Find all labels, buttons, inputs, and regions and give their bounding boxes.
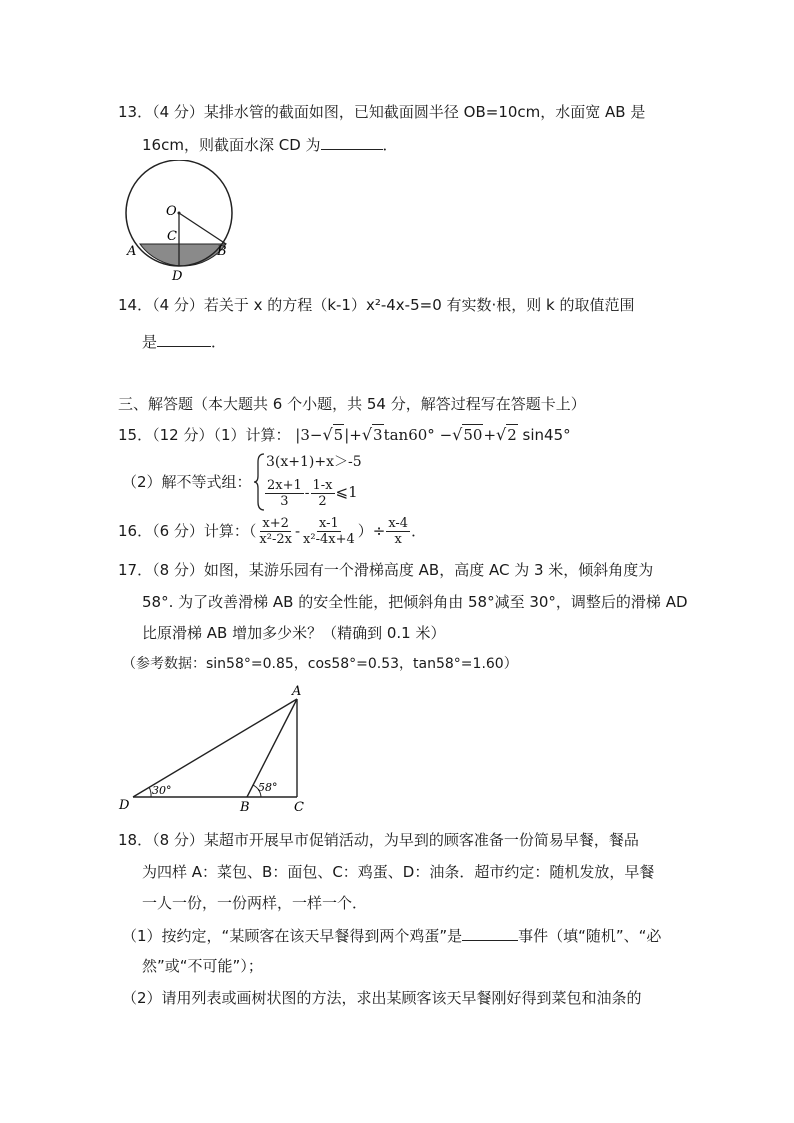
q16-frac3 — [386, 516, 410, 547]
q14-line2-end: ． — [211, 333, 227, 351]
q16-close: ）÷ — [357, 522, 386, 540]
q18-line3: 一人一份，一份两样，一样一个． — [142, 894, 368, 912]
frac2-denominator: 2 — [318, 493, 327, 509]
q15-part1 — [118, 424, 571, 445]
q17-slide-figure — [115, 682, 315, 812]
q15-ineq2-end: ⩽1 — [335, 483, 358, 501]
label-d: D — [119, 798, 130, 812]
q16-end: ． — [411, 522, 427, 540]
q18-sub2: （2）请用列表或画树状图的方法，求出某顾客该天早餐刚好得到菜包和油条的 — [122, 989, 642, 1007]
q15-abs-open: |3− — [295, 426, 323, 444]
q15-sqrt5: 5 — [333, 426, 344, 444]
q13-line1: 13．（4 分）某排水管的截面如图，已知截面圆半径 OB=10cm，水面宽 AB 是 — [118, 103, 646, 121]
q15-sqrt3: 3 — [373, 426, 383, 444]
q18-answer-blank[interactable] — [462, 925, 518, 941]
frac1-denominator: 3 — [280, 493, 289, 509]
q16-minus: - — [294, 522, 301, 540]
label-c: C — [294, 800, 304, 812]
q15-ineq2 — [264, 475, 358, 510]
q17-line3: 比原滑梯 AB 增加多少米？（精确到 0.1 米） — [142, 624, 446, 642]
q15-minus: - — [304, 485, 310, 501]
label-a: A — [127, 244, 137, 259]
q16-frac2-numerator: x-1 — [318, 516, 339, 531]
q17-reference-data: （参考数据：sin58°=0.85，cos58°=0.53，tan58°=1.60） — [122, 656, 518, 672]
q17-line1: 17．（8 分）如图，某游乐园有一个滑梯高度 AB，高度 AC 为 3 米，倾斜角度为 — [118, 561, 654, 579]
sqrt-icon: √ — [322, 425, 333, 444]
q15-frac2 — [311, 478, 335, 509]
q15-part2-label: （2）解不等式组： — [122, 473, 252, 491]
label-o: O — [166, 204, 177, 219]
frac1-numerator: 2x+1 — [267, 477, 302, 493]
q15-abs-close: |+ — [344, 426, 362, 444]
q16-prefix: 16．（6 分）计算：（ — [118, 522, 257, 540]
angle-30-arc — [149, 787, 151, 797]
label-d: D — [172, 269, 183, 284]
q14-line2 — [142, 331, 226, 352]
q18-line1: 18．（8 分）某超市开展早市促销活动，为早到的顾客准备一份简易早餐，餐品 — [118, 831, 639, 849]
radius-ob — [179, 213, 226, 244]
center-point — [178, 212, 181, 215]
label-a: A — [292, 684, 302, 699]
water-segment — [140, 244, 226, 266]
q16-frac2 — [301, 516, 357, 547]
q15-frac1 — [265, 478, 304, 509]
q16-frac1-numerator: x+2 — [262, 516, 289, 531]
label-angle-58: 58° — [258, 781, 278, 794]
q13-line2-end: ． — [382, 136, 398, 154]
q15-ineq1: 3(x+1)+x＞-5 — [266, 454, 362, 470]
q13-line2-text: 16cm，则截面水深 CD 为 — [142, 136, 321, 154]
q13-line2 — [142, 134, 398, 155]
q15-sqrt50: 50 — [463, 426, 483, 444]
q14-line1: 14．（4 分）若关于 x 的方程（k-1）x²-4x-5=0 有实数·根，则 k 的取值范围 — [118, 296, 635, 314]
q15-prefix: 15．（12 分）（1）计算： — [118, 426, 291, 444]
q15-sqrt2: 2 — [507, 426, 517, 444]
label-b: B — [240, 800, 250, 812]
q16-frac1 — [257, 516, 294, 547]
sqrt-icon: √ — [496, 425, 507, 444]
sqrt-icon: √ — [452, 425, 463, 444]
q15-tan-part: tan60° − — [383, 426, 453, 444]
section3-heading: 三、解答题（本大题共 6 个小题，共 54 分，解答过程写在答题卡上） — [118, 395, 586, 413]
label-c: C — [167, 229, 177, 244]
frac2-numerator: 1-x — [312, 477, 333, 493]
q18-sub1-line2: 然”或“不可能”）； — [142, 957, 263, 975]
q15-sin-part: sin45° — [517, 426, 571, 444]
q14-answer-blank[interactable] — [157, 331, 211, 347]
label-angle-30: 30° — [152, 784, 172, 797]
q18-sub1-b: 事件（填“随机”、“必 — [518, 927, 662, 945]
q16-frac3-denominator: x — [394, 532, 402, 547]
sqrt-icon: √ — [361, 425, 373, 444]
q16-frac3-numerator: x-4 — [388, 516, 409, 531]
q14-line2-text: 是 — [142, 333, 158, 351]
q15-plus: + — [483, 426, 497, 444]
q18-line2: 为四样 A：菜包、B：面包、C：鸡蛋、D：油条．超市约定：随机发放，早餐 — [142, 863, 655, 881]
q13-circle-figure — [120, 160, 240, 285]
q16-frac1-denominator: x²-2x — [259, 532, 292, 547]
q16-line — [118, 514, 426, 548]
q16-frac2-denominator: x²-4x+4 — [303, 532, 355, 547]
q13-answer-blank[interactable] — [321, 134, 383, 150]
q17-line2: 58°. 为了改善滑梯 AB 的安全性能，把倾斜角由 58°减至 30°，调整后的滑梯 AD — [142, 593, 688, 611]
q18-sub1 — [122, 925, 661, 946]
label-b: B — [217, 244, 227, 259]
q18-sub1-a: （1）按约定，“某顾客在该天早餐得到两个鸡蛋”是 — [122, 927, 463, 945]
